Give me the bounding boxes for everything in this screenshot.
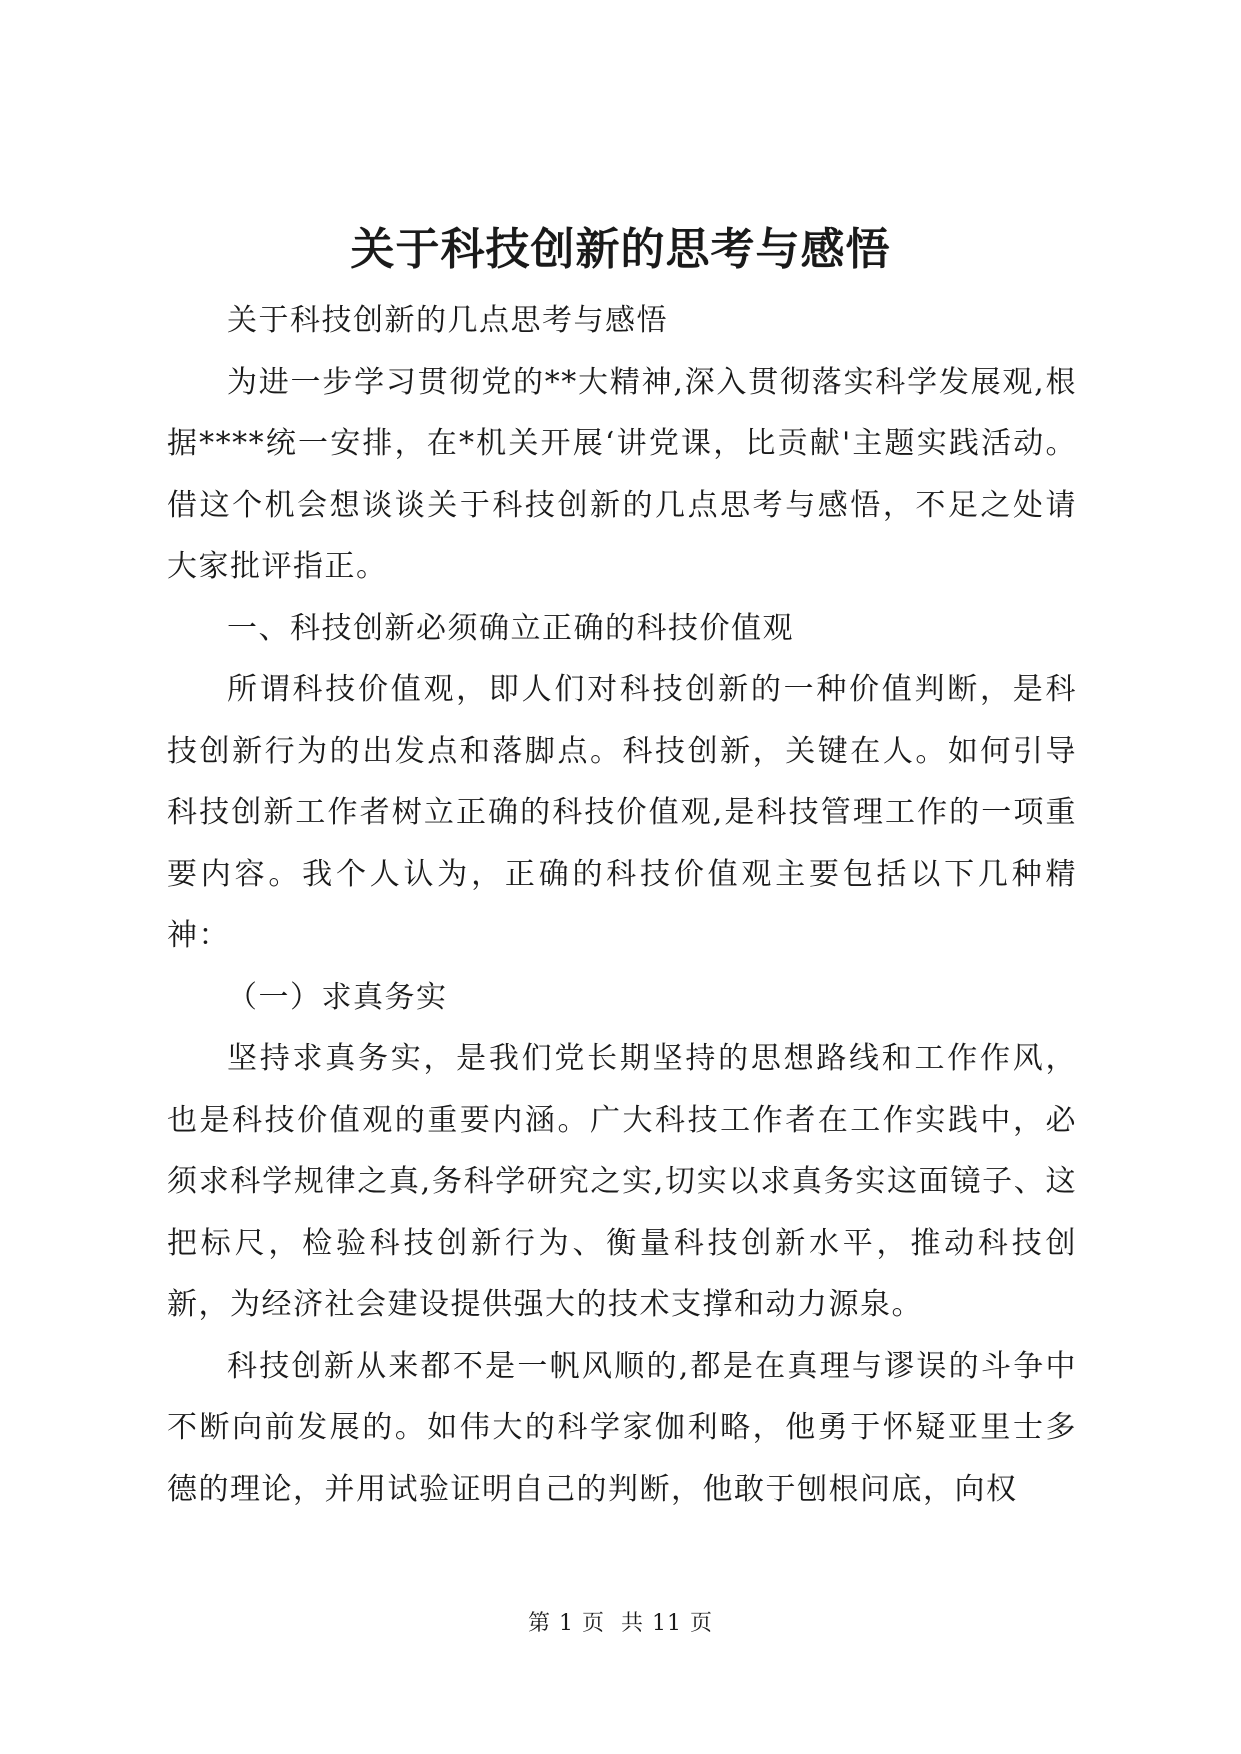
page-number-label: 第 1 页 共 11 页 [528, 1611, 713, 1636]
section-heading: 一、科技创新必须确立正确的科技价值观 [227, 610, 794, 646]
document-body [167, 290, 1077, 1520]
page-number-footer [0, 1610, 1241, 1638]
body-paragraph: 坚持求真务实，是我们党长期坚持的思想路线和工作作风，也是科技价值观的重要内涵。广大科技工作者在工作实践中，必须求科学规律之真,务科学研究之实,切实以求真务实这面镜子、这把标尺，检验科技创新行为、衡量科技创新水平，推动科技创新，为经济社会建设提供强大的技术支撑和动力源泉。 [167, 1041, 1077, 1322]
document-title: 关于科技创新的思考与感悟 [350, 224, 891, 275]
body-paragraph: 所谓科技价值观，即人们对科技创新的一种价值判断，是科技创新行为的出发点和落脚点。科技创新，关键在人。如何引导科技创新工作者树立正确的科技价值观,是科技管理工作的一项重要内容。我个人认为，正确的科技价值观主要包括以下几种精神： [167, 672, 1077, 953]
subsection-heading: （一）求真务实 [227, 979, 448, 1015]
intro-paragraph: 为进一步学习贯彻党的**大精神,深入贯彻落实科学发展观,根据****统一安排，在*机关开展‘讲党课，比贡献'主题实践活动。借这个机会想谈谈关于科技创新的几点思考与感悟，不足之处请大家批评指正。 [167, 364, 1077, 584]
subtitle-paragraph: 关于科技创新的几点思考与感悟 [227, 303, 668, 338]
body-paragraph: 科技创新从来都不是一帆风顺的,都是在真理与谬误的斗争中不断向前发展的。如伟大的科学家伽利略，他勇于怀疑亚里士多德的理论，并用试验证明自己的判断，他敢于刨根问底，向权 [167, 1348, 1077, 1507]
